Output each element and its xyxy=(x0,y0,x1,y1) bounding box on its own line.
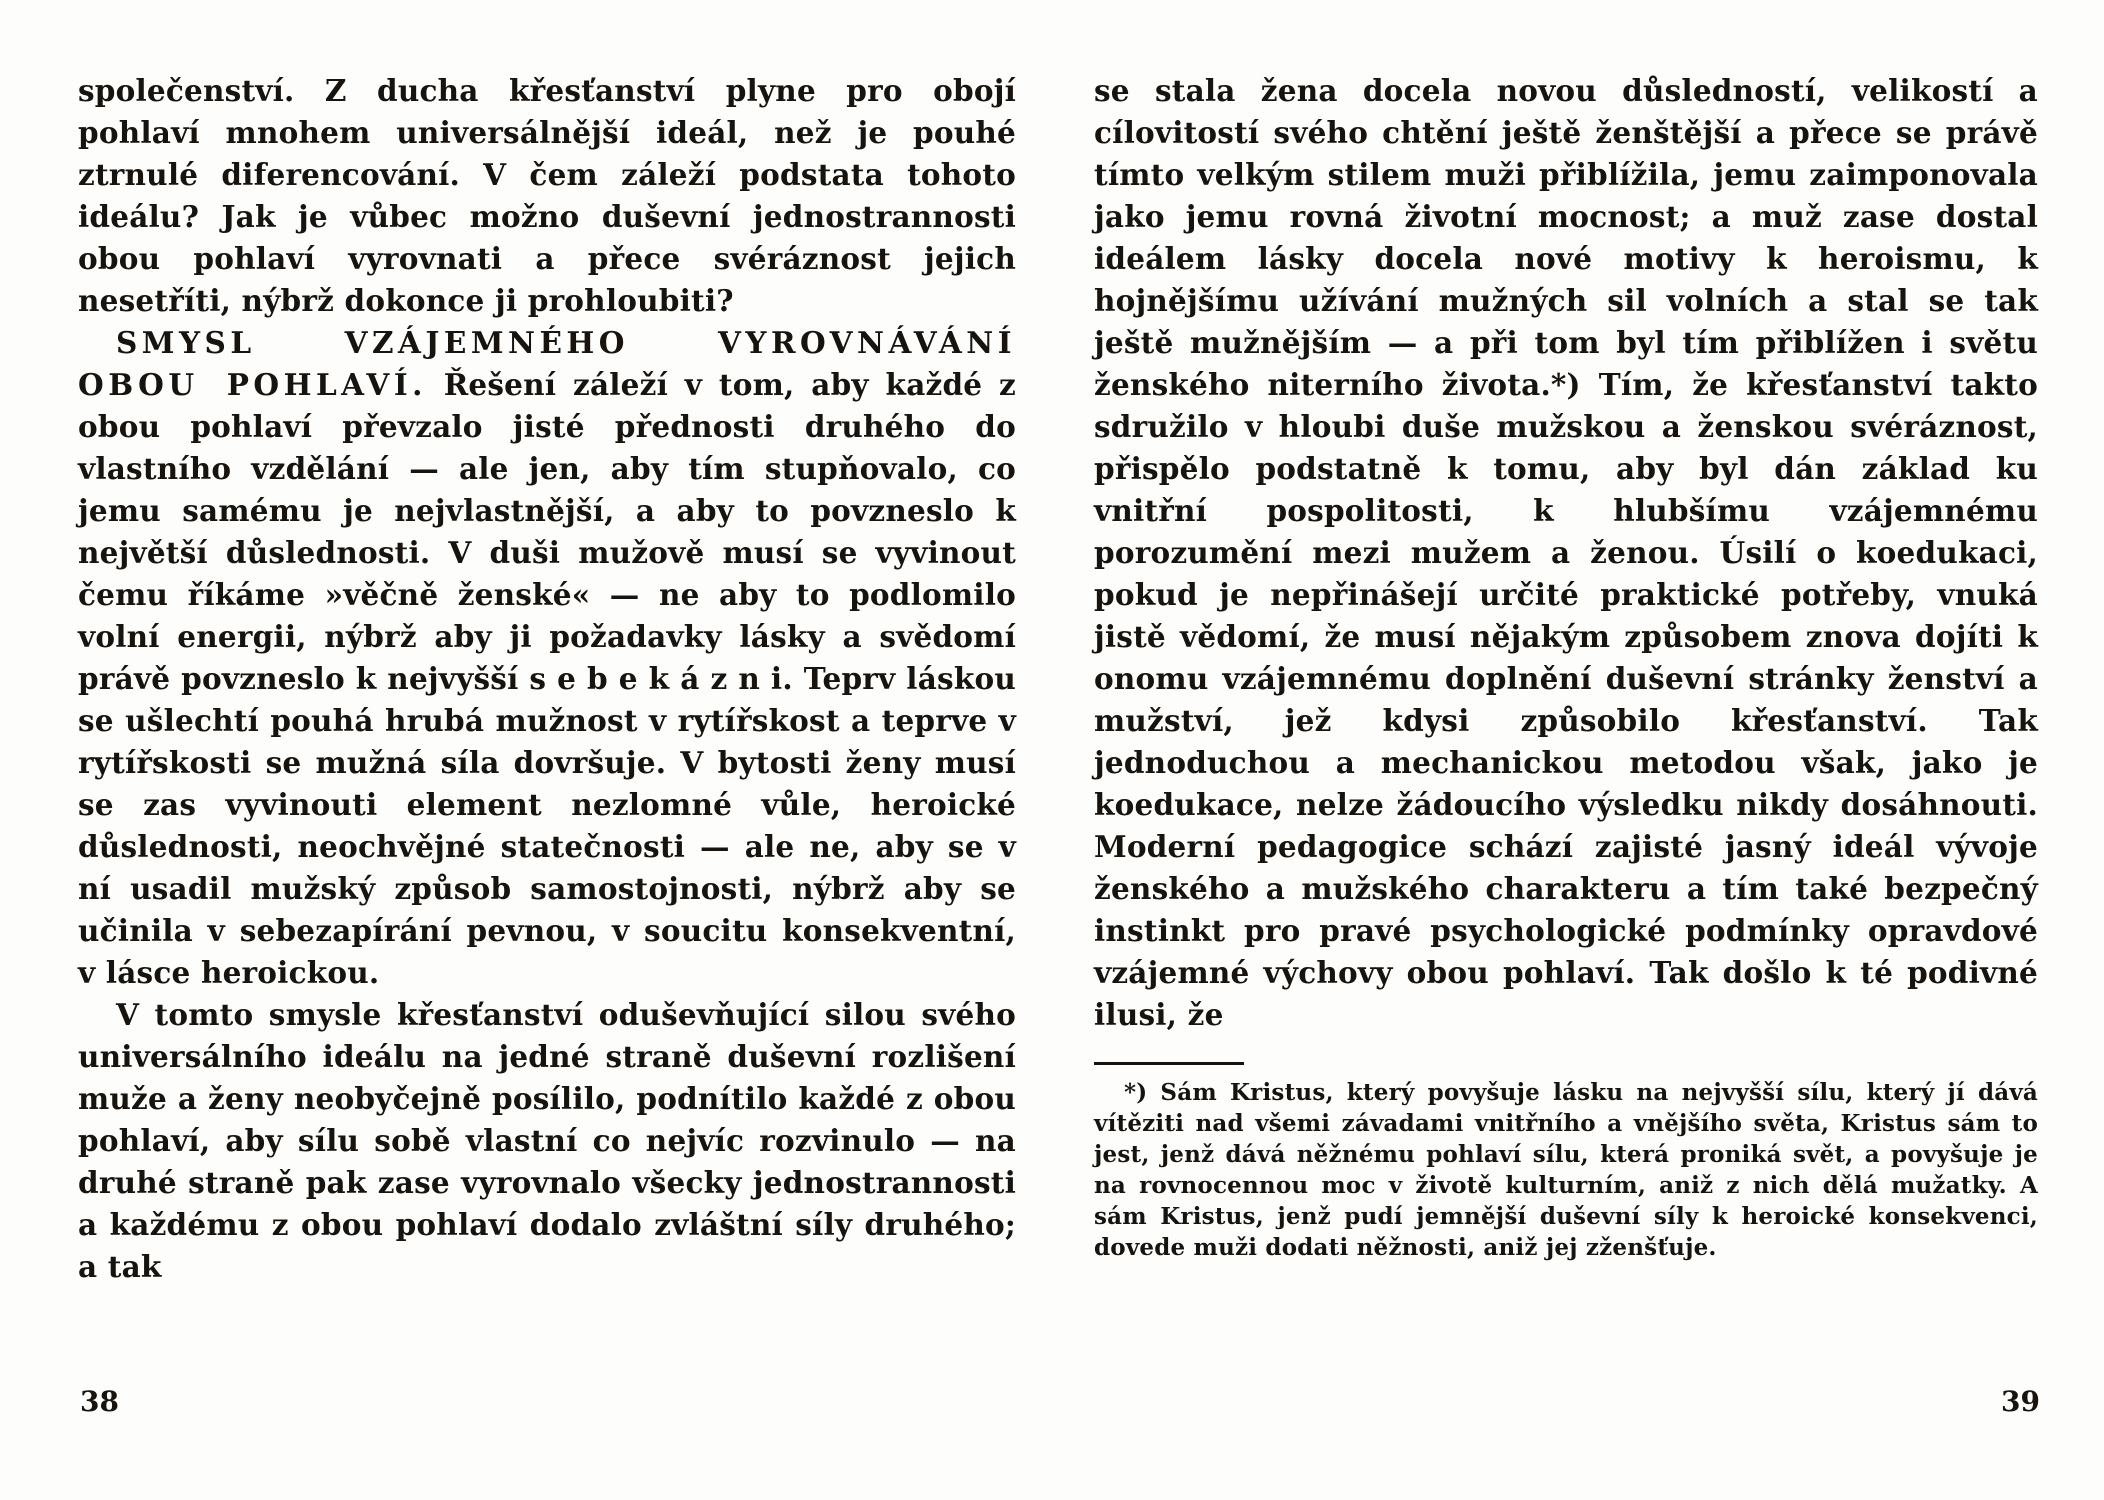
paragraph-continuation: se stala žena docela novou důsledností, velikostí a cílovitostí svého chtění ještě ženštější a přece se právě tímto velkým stilem muži přiblížila, jemu zaimponovala jako jemu rovná životní mocnost; a muž zase dostal ideálem lásky docela nové motivy k heroismu, k hojnějšímu užívání mužných sil volních a stal se tak ještě mužnějším — a při tom byl tím přiblížen i světu ženského niterního života.*) Tím, že křesťanství takto sdružilo v hloubi duše mužskou a ženskou svéráznost, přispělo podstatně k tomu, aby byl dán základ ku vnitřní pospolitosti, k hlubšímu vzájemnému porozumění mezi mužem a ženou. Úsilí o koedukaci, pokud je nepřinášejí určité praktické potřeby, vnuká jistě vědomí, že musí nějakým způsobem znova dojíti k onomu vzájemnému doplnění duševní stránky ženství a mužství, jež kdysi způsobilo křesťanství. Tak jednoduchou a mechanickou metodou však, jako je koedukace, nelze žádoucího výsledku nikdy dosáhnouti. Moderní pedagogice schází zajisté jasný ideál vývoje ženského a mužského charakteru a tím také bezpečný instinkt pro pravé psychologické podmínky opravdové vzájemné výchovy obou pohlaví. Tak došlo k té podivné ilusi, že xyxy=(1094,73,2038,1032)
paragraph-continuation: společenství. Z ducha křesťanství plyne pro obojí pohlaví mnohem universálnější ideál, než je pouhé ztrnulé diferencování. V čem záleží podstata tohoto ideálu? Jak je vůbec možno duševní jednostrannosti obou pohlaví vyrovnati a přece svéráznost jejich nesetříti, nýbrž dokonce ji prohloubiti? xyxy=(78,73,1016,318)
page-right xyxy=(1094,70,2038,1263)
section-paragraph xyxy=(78,322,1016,994)
section-body-text: Řešení záleží v tom, aby každé z obou pohlaví převzalo jisté přednosti druhého do vlastního vzdělání — ale jen, aby tím stupňovalo, co jemu samému je nejvlastnější, a aby to povzneslo k největší důslednosti. V duši mužově musí se vyvinout čemu říkáme »věčně ženské« — ne aby to podlomilo volní energii, nýbrž aby ji požadavky lásky a svědomí právě povzneslo k nejvyšší s e b e k á z n i. Teprv láskou se ušlechtí pouhá hrubá mužnost v rytířskost a teprve v rytířskosti se mužná síla dovršuje. V bytosti ženy musí se zas vyvinouti element nezlomné vůle, heroické důslednosti, neochvějné statečnosti — ale ne, aby se v ní usadil mužský způsob samostojnosti, nýbrž aby se učinila v sebezapírání pevnou, v soucitu konsekventní, v lásce heroickou. xyxy=(78,367,1016,990)
footnote-text: *) Sám Kristus, který povyšuje lásku na nejvyšší sílu, který jí dává vítěziti nad všemi závadami vnitřního a vnějšího světa, Kristus sám to jest, jenž dává něžnému pohlaví sílu, která proniká svět, a povyšuje je na rovnocennou moc v životě kulturním, aniž z nich dělá mužatky. A sám Kristus, jenž pudí jemnější duševní síly k heroické konsekvenci, dovede muži dodati něžnosti, aniž jej zženšťuje. xyxy=(1094,1079,2038,1261)
page-number-left: 38 xyxy=(80,1385,119,1418)
paragraph: V tomto smysle křesťanství oduševňující silou svého universálního ideálu na jedné straně duševní rozlišení muže a ženy neobyčejně posílilo, podnítilo každé z obou pohlaví, aby sílu sobě vlastní co nejvíc rozvinulo — na druhé straně pak zase vyrovnalo všecky jednostrannosti a každému z obou pohlaví dodalo zvláštní síly druhého; a tak xyxy=(78,997,1016,1284)
footnote-divider xyxy=(1094,1062,1244,1065)
page-left xyxy=(78,70,1016,1288)
footnote xyxy=(1094,1062,2038,1263)
page-number-right: 39 xyxy=(2001,1385,2040,1418)
section-heading: SMYSL VZÁJEMNÉHO VYROVNÁVÁNÍ OBOU POHLAVÍ. xyxy=(78,325,1016,402)
